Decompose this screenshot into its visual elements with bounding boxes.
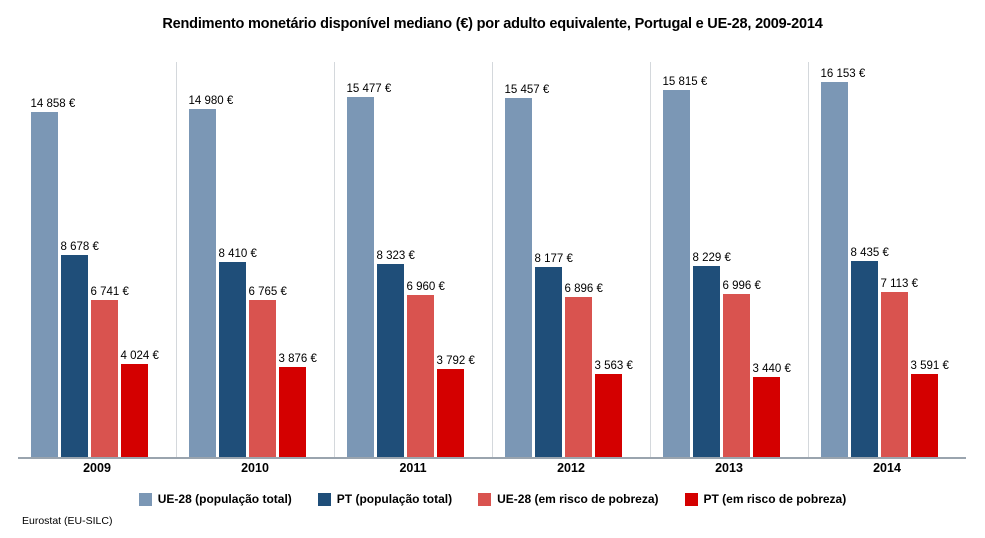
plot-area: [18, 62, 966, 459]
bar[interactable]: [850, 247, 889, 457]
bar[interactable]: [436, 354, 475, 457]
bar[interactable]: [406, 281, 445, 457]
bar-value-label: 4 024 €: [120, 349, 159, 362]
bar-group: [18, 62, 176, 457]
bar-value-label: 7 113 €: [880, 277, 919, 290]
bar-value-label: 6 960 €: [406, 281, 445, 294]
bar-value-label: 14 980 €: [188, 94, 234, 107]
bar-group: [650, 62, 808, 457]
legend-swatch-icon: [478, 493, 491, 506]
chart-title: Rendimento monetário disponível mediano (€) por adulto equivalente, Portugal e UE-28, 2009-2014: [162, 16, 823, 32]
x-axis-tick-2009: 2009: [83, 461, 111, 475]
bar-value-label: 3 876 €: [278, 352, 317, 365]
bar[interactable]: [504, 83, 550, 457]
legend-label: UE-28 (população total): [157, 492, 292, 506]
x-axis-tick-2010: 2010: [241, 461, 269, 475]
legend-item-2[interactable]: [478, 492, 658, 506]
legend-item-1[interactable]: [318, 492, 452, 506]
bar[interactable]: [376, 249, 415, 457]
bar[interactable]: [820, 67, 866, 457]
bar-value-label: 6 765 €: [248, 285, 287, 298]
bar-value-label: 3 591 €: [910, 359, 949, 372]
bar-value-label: 8 435 €: [850, 247, 889, 260]
bar-value-label: 3 792 €: [436, 354, 475, 367]
bar-value-label: 8 410 €: [218, 247, 257, 260]
legend-item-0[interactable]: [139, 492, 292, 506]
legend-label: PT (população total): [336, 492, 453, 506]
bar-group: [176, 62, 334, 457]
bar[interactable]: [120, 349, 159, 457]
bar[interactable]: [188, 94, 234, 457]
bar[interactable]: [662, 75, 708, 457]
bar-value-label: 15 815 €: [662, 75, 708, 88]
bar-value-label: 6 896 €: [564, 282, 603, 295]
bar-value-label: 8 323 €: [376, 249, 415, 262]
legend-item-3[interactable]: [685, 492, 847, 506]
bar[interactable]: [248, 285, 287, 457]
bar[interactable]: [218, 247, 257, 457]
bar[interactable]: [722, 280, 761, 457]
bar-group: [492, 62, 650, 457]
bar-value-label: 3 440 €: [752, 363, 791, 376]
bar[interactable]: [30, 97, 76, 457]
x-axis-tick-2012: 2012: [557, 461, 585, 475]
bar[interactable]: [564, 282, 603, 457]
source-note: Eurostat (EU-SILC): [22, 515, 113, 527]
chart-legend: [0, 492, 985, 506]
bar-value-label: 8 678 €: [60, 241, 99, 254]
bar[interactable]: [594, 360, 633, 457]
bar-value-label: 6 996 €: [722, 280, 761, 293]
bar-value-label: 15 477 €: [346, 83, 392, 96]
bar-value-label: 6 741 €: [90, 286, 129, 299]
legend-label: UE-28 (em risco de pobreza): [497, 492, 659, 506]
x-axis-tick-2011: 2011: [399, 461, 427, 475]
legend-swatch-icon: [685, 493, 698, 506]
x-axis-tick-2014: 2014: [873, 461, 901, 475]
bar[interactable]: [90, 286, 129, 457]
legend-swatch-icon: [139, 493, 152, 506]
bar[interactable]: [910, 359, 949, 457]
bar[interactable]: [60, 241, 99, 457]
bar[interactable]: [346, 83, 392, 457]
bar-value-label: 3 563 €: [594, 360, 633, 373]
bar[interactable]: [534, 253, 573, 457]
bar-value-label: 8 177 €: [534, 253, 573, 266]
x-axis-tick-labels: [18, 461, 966, 483]
bar-value-label: 14 858 €: [30, 97, 76, 110]
legend-swatch-icon: [318, 493, 331, 506]
bar[interactable]: [880, 277, 919, 457]
bar[interactable]: [752, 363, 791, 457]
bar-value-label: 8 229 €: [692, 251, 731, 264]
bar-value-label: 16 153 €: [820, 67, 866, 80]
bar[interactable]: [692, 251, 731, 457]
x-axis-line: [18, 457, 966, 459]
bar-value-label: 15 457 €: [504, 83, 550, 96]
bar-group: [334, 62, 492, 457]
bar-group: [808, 62, 966, 457]
bar[interactable]: [278, 352, 317, 457]
legend-label: PT (em risco de pobreza): [703, 492, 847, 506]
x-axis-tick-2013: 2013: [715, 461, 743, 475]
